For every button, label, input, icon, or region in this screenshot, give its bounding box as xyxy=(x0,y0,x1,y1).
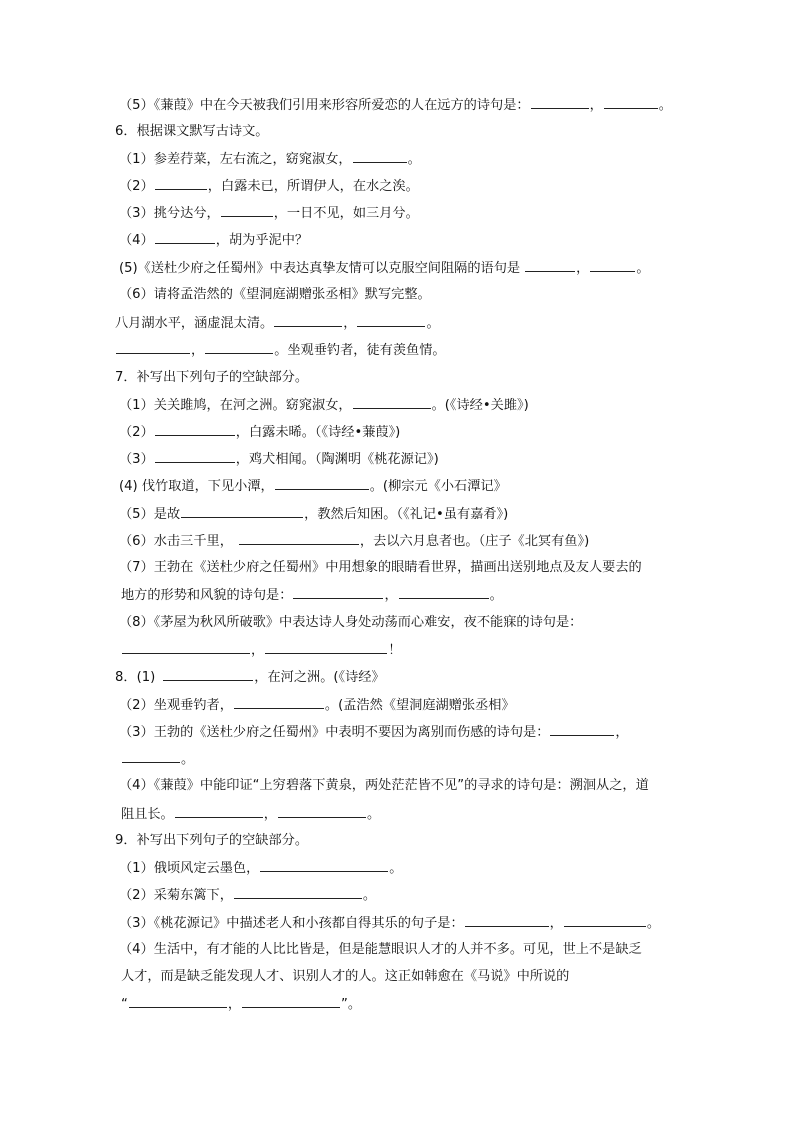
blank-field[interactable] xyxy=(353,396,431,409)
line-text: （6）请将孟浩然的《望洞庭湖赠张丞相》默写完整。 xyxy=(119,287,431,302)
question-line xyxy=(119,914,684,933)
line-text: （2） xyxy=(119,425,154,440)
question-line xyxy=(119,859,684,878)
blank-field[interactable] xyxy=(163,668,253,681)
blank-field[interactable] xyxy=(155,423,235,436)
line-text: 8．(1) xyxy=(115,670,156,685)
blank-field[interactable] xyxy=(239,532,359,545)
blank-field[interactable] xyxy=(234,696,324,709)
question-line xyxy=(121,586,686,605)
question-line xyxy=(119,423,684,442)
line-text: ，教然后知困。（《礼记•虽有嘉肴》) xyxy=(304,507,509,522)
line-text: 7．补写出下列句子的空缺部分。 xyxy=(115,370,309,385)
blank-field[interactable] xyxy=(205,341,273,354)
question-line xyxy=(121,641,686,660)
blank-field[interactable] xyxy=(260,859,388,872)
blank-field[interactable] xyxy=(129,995,227,1008)
line-text: ，一日不见，如三月兮。 xyxy=(273,206,419,221)
line-text: 。 xyxy=(658,98,672,113)
line-text: ， xyxy=(549,916,563,931)
line-text: ， xyxy=(251,643,265,658)
blank-field[interactable] xyxy=(234,886,362,899)
line-text: ！ xyxy=(388,643,402,658)
question-line xyxy=(121,968,686,986)
line-text: （4）生活中，有才能的人比比皆是，但是能慧眼识人才的人并不多。可见，世上不是缺乏 xyxy=(119,942,642,957)
question-line xyxy=(121,805,686,824)
line-text: 。 xyxy=(407,152,421,167)
line-text: 。(柳宗元《小石潭记》 xyxy=(369,479,507,494)
line-text: （1）关关雎鸠，在河之洲。窈窕淑女， xyxy=(119,398,352,413)
line-text: （2） xyxy=(119,179,154,194)
blank-field[interactable] xyxy=(265,641,387,654)
blank-field[interactable] xyxy=(221,204,273,217)
line-text: ， xyxy=(589,98,603,113)
blank-field[interactable] xyxy=(525,259,575,272)
question-line xyxy=(119,941,684,959)
question-line xyxy=(119,505,684,524)
question-heading xyxy=(115,123,680,141)
line-text: 。(《诗经•关雎》) xyxy=(431,398,529,413)
line-text: ， xyxy=(576,261,590,276)
question-line xyxy=(119,259,684,278)
line-text: (4) 伐竹取道，下见小潭， xyxy=(119,479,274,494)
line-text: 。 xyxy=(181,752,195,767)
blank-field[interactable] xyxy=(604,96,658,109)
blank-field[interactable] xyxy=(293,586,383,599)
line-text: ， xyxy=(615,725,629,740)
line-text: 阻且长。 xyxy=(121,807,174,822)
blank-field[interactable] xyxy=(181,505,303,518)
question-line xyxy=(115,668,680,687)
question-heading xyxy=(115,832,680,850)
line-text: ，白露未已，所谓伊人，在水之涘。 xyxy=(207,179,419,194)
line-text: 八月湖水平，涵虚混太清。 xyxy=(115,316,274,331)
blank-field[interactable] xyxy=(122,750,180,763)
question-line xyxy=(119,777,684,795)
question-line xyxy=(115,314,680,333)
line-text: （4）《蒹葭》中能印证“上穷碧落下黄泉，两处茫茫皆不见”的寻求的诗句是：溯洄从之，道 xyxy=(119,778,649,793)
question-line xyxy=(121,750,686,769)
question-heading xyxy=(115,369,680,387)
blank-field[interactable] xyxy=(155,177,207,190)
blank-field[interactable] xyxy=(242,995,340,1008)
blank-field[interactable] xyxy=(564,914,646,927)
blank-field[interactable] xyxy=(357,314,425,327)
line-text: 。 xyxy=(636,261,650,276)
line-text: （3）挑兮达兮， xyxy=(119,206,220,221)
line-text: ，胡为乎泥中？ xyxy=(215,233,309,248)
line-text: （3）《桃花源记》中描述老人和小孩都自得其乐的句子是： xyxy=(119,916,464,931)
line-text: （2）坐观垂钓者， xyxy=(119,698,233,713)
line-text: （5）是故 xyxy=(119,507,181,522)
line-text: 。 xyxy=(366,807,381,822)
question-line xyxy=(119,177,684,196)
line-text: 。 xyxy=(426,316,440,331)
line-text: ，鸡犬相闻。（陶渊明《桃花源记》) xyxy=(235,452,439,467)
line-text: ， xyxy=(343,316,357,331)
blank-field[interactable] xyxy=(550,723,614,736)
blank-field[interactable] xyxy=(353,150,407,163)
line-text: ，去以六月息者也。（庄子《北冥有鱼》) xyxy=(359,534,590,549)
blank-field[interactable] xyxy=(531,96,589,109)
line-text: (5)《送杜少府之任蜀州》中表达真挚友情可以克服空间阻隔的语句是 xyxy=(119,261,521,276)
question-line xyxy=(119,286,684,304)
blank-field[interactable] xyxy=(155,450,235,463)
question-line xyxy=(119,696,684,715)
line-text: 。 xyxy=(646,916,661,931)
question-line xyxy=(119,532,684,551)
line-text: （3） xyxy=(119,452,154,467)
question-line xyxy=(119,559,684,577)
blank-field[interactable] xyxy=(155,231,215,244)
question-line xyxy=(119,150,684,169)
line-text: ”。 xyxy=(341,997,362,1012)
question-line xyxy=(121,995,686,1014)
question-line xyxy=(119,450,684,469)
line-text: ，在河之洲。(《诗经》 xyxy=(254,670,385,685)
blank-field[interactable] xyxy=(116,341,190,354)
line-text: （4） xyxy=(119,233,154,248)
line-text: 。 xyxy=(362,888,377,903)
blank-field[interactable] xyxy=(465,914,549,927)
line-text: 人才，而是缺乏能发现人才、识别人才的人。这正如韩愈在《马说》中所说的 xyxy=(121,969,570,984)
line-text: 6．根据课文默写古诗文。 xyxy=(115,124,269,139)
blank-field[interactable] xyxy=(274,314,342,327)
question-line xyxy=(119,723,684,742)
line-text: （1）参差荇菜，左右流之，窈窕淑女， xyxy=(119,152,352,167)
line-text: ， xyxy=(384,588,398,603)
blank-field[interactable] xyxy=(122,641,250,654)
question-line xyxy=(115,341,680,360)
question-line xyxy=(119,204,684,223)
question-line xyxy=(119,396,684,415)
blank-field[interactable] xyxy=(590,259,635,272)
line-text: “ xyxy=(121,997,128,1012)
line-text: 。坐观垂钓者，徒有羡鱼情。 xyxy=(274,343,446,358)
line-text: （2）采菊东篱下， xyxy=(119,888,233,903)
line-text: 地方的形势和风貌的诗句是： xyxy=(121,588,293,603)
line-text: 。 xyxy=(389,861,403,876)
question-line xyxy=(119,231,684,250)
question-line xyxy=(119,477,684,496)
question-line xyxy=(119,96,684,115)
line-text: （5）《蒹葭》中在今天被我们引用来形容所爱恋的人在远方的诗句是： xyxy=(119,98,530,113)
line-text: ， xyxy=(227,997,242,1012)
line-text: （3）王勃的《送杜少府之任蜀州》中表明不要因为离别而伤感的诗句是： xyxy=(119,725,550,740)
line-text: ， xyxy=(263,807,277,822)
blank-field[interactable] xyxy=(399,586,489,599)
line-text: （1）俄顷风定云墨色， xyxy=(119,861,260,876)
line-text: ，白露未晞。（《诗经•蒹葭》) xyxy=(235,425,401,440)
line-text: 9．补写出下列句子的空缺部分。 xyxy=(115,833,309,848)
line-text: 。(孟浩然《望洞庭湖赠张丞相》 xyxy=(324,698,515,713)
blank-field[interactable] xyxy=(278,805,366,818)
blank-field[interactable] xyxy=(175,805,263,818)
question-line xyxy=(119,614,684,632)
line-text: 。 xyxy=(489,588,503,603)
line-text: （7）王勃在《送杜少府之任蜀州》中用想象的眼睛看世界，描画出送别地点及友人要去的 xyxy=(119,560,642,575)
line-text: （6）水击三千里， xyxy=(119,534,233,549)
line-text: （8）《茅屋为秋风所破歌》中表达诗人身处动荡而心难安，夜不能寐的诗句是： xyxy=(119,615,583,630)
line-text: ， xyxy=(191,343,205,358)
blank-field[interactable] xyxy=(275,477,369,490)
question-line xyxy=(119,886,684,905)
